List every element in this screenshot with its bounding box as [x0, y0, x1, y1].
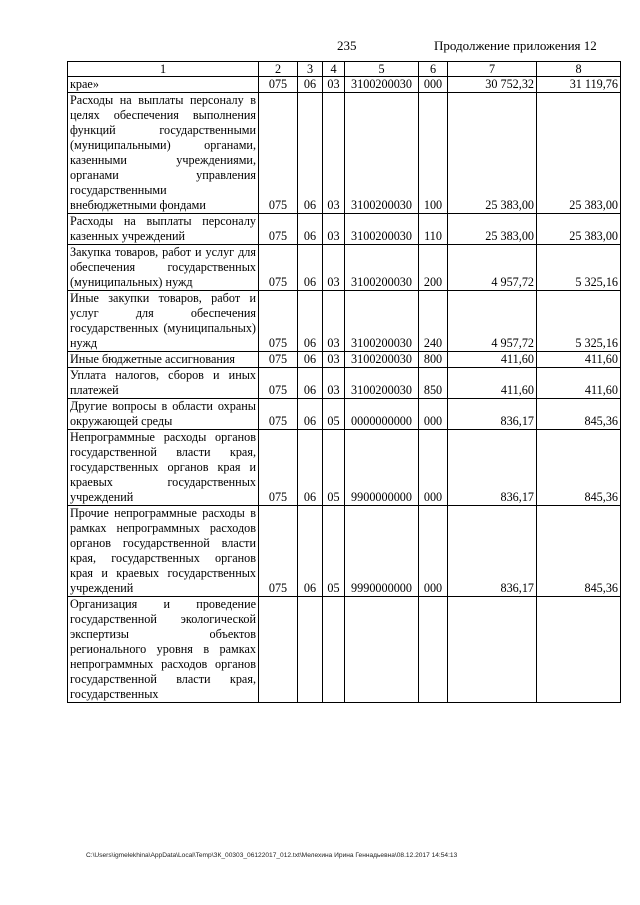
cell-expense-type: 800	[419, 352, 448, 368]
cell-target-code: 3100200030	[345, 291, 419, 352]
table-header	[68, 62, 621, 77]
table-row	[68, 430, 621, 506]
col-header-6: 6	[419, 62, 448, 77]
cell-admin-code: 075	[259, 352, 298, 368]
cell-admin-code	[259, 597, 298, 703]
header-row	[68, 62, 621, 77]
row-name: Иные закупки товаров, работ и услуг для обеспечения государственных (муниципальных) нужд	[68, 291, 259, 352]
cell-target-code: 9990000000	[345, 506, 419, 597]
page-number: 235	[337, 38, 357, 53]
table-row	[68, 291, 621, 352]
cell-amount-2: 5 325,16	[537, 291, 621, 352]
cell-subsection: 05	[323, 399, 345, 430]
cell-section: 06	[298, 245, 323, 291]
col-header-5: 5	[345, 62, 419, 77]
cell-subsection: 05	[323, 506, 345, 597]
table-row	[68, 245, 621, 291]
cell-section: 06	[298, 93, 323, 214]
table-row	[68, 214, 621, 245]
table-row	[68, 77, 621, 93]
cell-subsection: 03	[323, 291, 345, 352]
cell-amount-2: 31 119,76	[537, 77, 621, 93]
cell-target-code	[345, 597, 419, 703]
row-name: Закупка товаров, работ и услуг для обеспечения государственных (муниципальных) нужд	[68, 245, 259, 291]
cell-target-code: 0000000000	[345, 399, 419, 430]
appendix-note: Продолжение приложения 12	[434, 38, 597, 53]
row-name: Расходы на выплаты персоналу казенных учреждений	[68, 214, 259, 245]
budget-table	[67, 61, 621, 703]
table-body	[68, 77, 621, 703]
cell-amount-1: 411,60	[448, 368, 537, 399]
table-row	[68, 93, 621, 214]
cell-subsection: 03	[323, 214, 345, 245]
cell-amount-1	[448, 597, 537, 703]
table-row	[68, 368, 621, 399]
cell-amount-1: 836,17	[448, 430, 537, 506]
cell-admin-code: 075	[259, 368, 298, 399]
cell-admin-code: 075	[259, 245, 298, 291]
cell-section: 06	[298, 399, 323, 430]
cell-amount-1: 25 383,00	[448, 214, 537, 245]
file-path-footer: C:\Users\igmelekhina\AppData\Local\Temp\ЗК_00303_06122017_012.txt\Мелехина Ирина Геннадьевна\08.12.2017 14:54:13	[86, 852, 458, 859]
cell-expense-type: 850	[419, 368, 448, 399]
table-row	[68, 399, 621, 430]
cell-section: 06	[298, 214, 323, 245]
cell-section: 06	[298, 77, 323, 93]
col-header-8: 8	[537, 62, 621, 77]
cell-expense-type: 100	[419, 93, 448, 214]
col-header-3: 3	[298, 62, 323, 77]
cell-section: 06	[298, 291, 323, 352]
cell-amount-1: 836,17	[448, 399, 537, 430]
cell-expense-type: 000	[419, 77, 448, 93]
cell-target-code: 3100200030	[345, 245, 419, 291]
cell-target-code: 3100200030	[345, 214, 419, 245]
cell-admin-code: 075	[259, 506, 298, 597]
cell-subsection: 05	[323, 430, 345, 506]
row-name: Организация и проведение государственной экологической экспертизы объектов регионального уровня в рамках непрограммных расходов органов государственной власти края, государственных	[68, 597, 259, 703]
cell-section: 06	[298, 430, 323, 506]
cell-subsection: 03	[323, 93, 345, 214]
cell-expense-type: 000	[419, 506, 448, 597]
col-header-4: 4	[323, 62, 345, 77]
cell-expense-type: 240	[419, 291, 448, 352]
cell-subsection: 03	[323, 368, 345, 399]
col-header-2: 2	[259, 62, 298, 77]
cell-admin-code: 075	[259, 77, 298, 93]
cell-section: 06	[298, 352, 323, 368]
cell-subsection	[323, 597, 345, 703]
cell-amount-2: 845,36	[537, 430, 621, 506]
cell-target-code: 9900000000	[345, 430, 419, 506]
cell-amount-2: 845,36	[537, 506, 621, 597]
cell-section: 06	[298, 368, 323, 399]
cell-admin-code: 075	[259, 214, 298, 245]
cell-target-code: 3100200030	[345, 77, 419, 93]
row-name: Расходы на выплаты персоналу в целях обеспечения выполнения функций государственными (муниципальными) органами, казенными учреждениями, органами управления государственными внебюджетными фондами	[68, 93, 259, 214]
cell-target-code: 3100200030	[345, 352, 419, 368]
cell-amount-1: 4 957,72	[448, 245, 537, 291]
cell-amount-1: 4 957,72	[448, 291, 537, 352]
cell-expense-type	[419, 597, 448, 703]
cell-admin-code: 075	[259, 93, 298, 214]
row-name: Уплата налогов, сборов и иных платежей	[68, 368, 259, 399]
col-header-1: 1	[68, 62, 259, 77]
table-row	[68, 597, 621, 703]
cell-amount-2: 25 383,00	[537, 93, 621, 214]
cell-subsection: 03	[323, 245, 345, 291]
row-name: Прочие непрограммные расходы в рамках непрограммных расходов органов государственной власти края, государственных органов края и краевых государственных учреждений	[68, 506, 259, 597]
cell-amount-1: 411,60	[448, 352, 537, 368]
table-row	[68, 352, 621, 368]
row-name: Непрограммные расходы органов государственной власти края, государственных органов края и краевых государственных учреждений	[68, 430, 259, 506]
cell-target-code: 3100200030	[345, 368, 419, 399]
cell-amount-2: 25 383,00	[537, 214, 621, 245]
table-row	[68, 506, 621, 597]
cell-target-code: 3100200030	[345, 93, 419, 214]
cell-amount-2: 845,36	[537, 399, 621, 430]
cell-admin-code: 075	[259, 291, 298, 352]
cell-amount-2: 411,60	[537, 368, 621, 399]
row-name: крае»	[68, 77, 259, 93]
col-header-7: 7	[448, 62, 537, 77]
row-name: Другие вопросы в области охраны окружающей среды	[68, 399, 259, 430]
cell-expense-type: 110	[419, 214, 448, 245]
cell-amount-2: 5 325,16	[537, 245, 621, 291]
cell-amount-1: 25 383,00	[448, 93, 537, 214]
cell-expense-type: 000	[419, 430, 448, 506]
cell-amount-1: 30 752,32	[448, 77, 537, 93]
cell-section: 06	[298, 506, 323, 597]
cell-admin-code: 075	[259, 399, 298, 430]
cell-amount-2	[537, 597, 621, 703]
cell-admin-code: 075	[259, 430, 298, 506]
cell-amount-1: 836,17	[448, 506, 537, 597]
cell-expense-type: 200	[419, 245, 448, 291]
cell-expense-type: 000	[419, 399, 448, 430]
row-name: Иные бюджетные ассигнования	[68, 352, 259, 368]
cell-section	[298, 597, 323, 703]
cell-amount-2: 411,60	[537, 352, 621, 368]
cell-subsection: 03	[323, 77, 345, 93]
cell-subsection: 03	[323, 352, 345, 368]
